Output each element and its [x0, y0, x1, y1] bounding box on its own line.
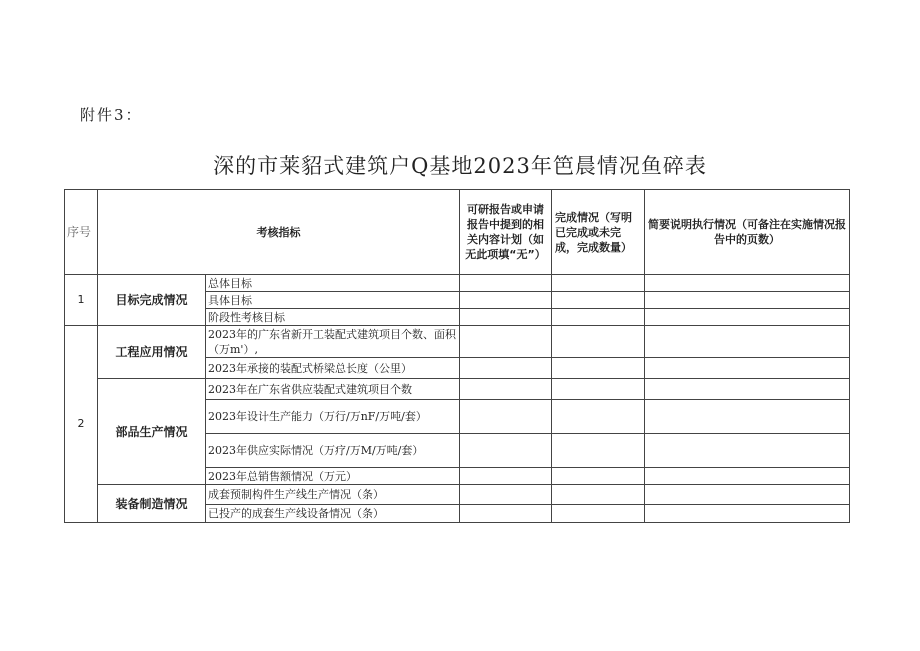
- plan-cell[interactable]: [460, 379, 552, 400]
- plan-cell[interactable]: [460, 434, 552, 468]
- status-cell[interactable]: [552, 400, 645, 434]
- status-cell[interactable]: [552, 275, 645, 292]
- table-row: [65, 275, 850, 292]
- indicator-item: 2023年的广东省新开工装配式建筑项目个数、面积（万m'）,: [206, 326, 460, 358]
- category-target-completion: 目标完成情况: [98, 275, 206, 326]
- indicator-item: 已投产的成套生产线设备情况（条）: [206, 505, 460, 523]
- header-notes: 简要说明执行情况（可备注在实施情况报告中的页数）: [645, 190, 850, 275]
- indicator-item: 具体目标: [206, 292, 460, 309]
- attachment-label: 附件3：: [80, 106, 143, 124]
- category-components: 部品生产情况: [98, 379, 206, 485]
- header-indicator: 考核指标: [98, 190, 460, 275]
- notes-cell[interactable]: [645, 485, 850, 505]
- notes-cell[interactable]: [645, 309, 850, 326]
- status-cell[interactable]: [552, 434, 645, 468]
- indicator-item: 总体目标: [206, 275, 460, 292]
- status-cell[interactable]: [552, 379, 645, 400]
- header-row: [65, 190, 850, 275]
- plan-cell[interactable]: [460, 468, 552, 485]
- table-row: [65, 326, 850, 358]
- category-engineering: 工程应用情况: [98, 326, 206, 379]
- table-row: [65, 485, 850, 505]
- indicator-item: 2023年供应实际情况（万疗/万M/万吨/套）: [206, 434, 460, 468]
- plan-cell[interactable]: [460, 275, 552, 292]
- header-report-plan: 可研报告或申请报告中提到的相关内容计划（如无此项填“无”）: [460, 190, 552, 275]
- indicator-item: 成套预制构件生产线生产情况（条）: [206, 485, 460, 505]
- indicator-item: 2023年总销售额情况（万元）: [206, 468, 460, 485]
- status-cell[interactable]: [552, 358, 645, 379]
- plan-cell[interactable]: [460, 326, 552, 358]
- category-equipment: 装备制造情况: [98, 485, 206, 523]
- status-cell[interactable]: [552, 326, 645, 358]
- notes-cell[interactable]: [645, 505, 850, 523]
- header-seq: 序号: [65, 190, 98, 275]
- notes-cell[interactable]: [645, 468, 850, 485]
- status-cell[interactable]: [552, 309, 645, 326]
- table-row: [65, 379, 850, 400]
- status-cell[interactable]: [552, 485, 645, 505]
- plan-cell[interactable]: [460, 309, 552, 326]
- indicator-item: 2023年在广东省供应装配式建筑项目个数: [206, 379, 460, 400]
- indicator-item: 2023年设计生产能力（万行/万nF/万吨/套）: [206, 400, 460, 434]
- group-seq-1: 1: [65, 275, 98, 326]
- notes-cell[interactable]: [645, 358, 850, 379]
- plan-cell[interactable]: [460, 505, 552, 523]
- assessment-table: [64, 189, 850, 523]
- plan-cell[interactable]: [460, 358, 552, 379]
- notes-cell[interactable]: [645, 326, 850, 358]
- indicator-item: 2023年承接的装配式桥梁总长度（公里）: [206, 358, 460, 379]
- notes-cell[interactable]: [645, 400, 850, 434]
- plan-cell[interactable]: [460, 292, 552, 309]
- status-cell[interactable]: [552, 505, 645, 523]
- indicator-item: 阶段性考核目标: [206, 309, 460, 326]
- notes-cell[interactable]: [645, 275, 850, 292]
- notes-cell[interactable]: [645, 292, 850, 309]
- group-seq-2: 2: [65, 326, 98, 523]
- status-cell[interactable]: [552, 292, 645, 309]
- plan-cell[interactable]: [460, 400, 552, 434]
- notes-cell[interactable]: [645, 434, 850, 468]
- page-title: 深的市莱貂式建筑户Q基地2023年笆晨情况鱼碎表: [213, 154, 707, 178]
- notes-cell[interactable]: [645, 379, 850, 400]
- plan-cell[interactable]: [460, 485, 552, 505]
- header-completion-status: 完成情况（写明已完成或未完成，完成数量）: [552, 190, 645, 275]
- status-cell[interactable]: [552, 468, 645, 485]
